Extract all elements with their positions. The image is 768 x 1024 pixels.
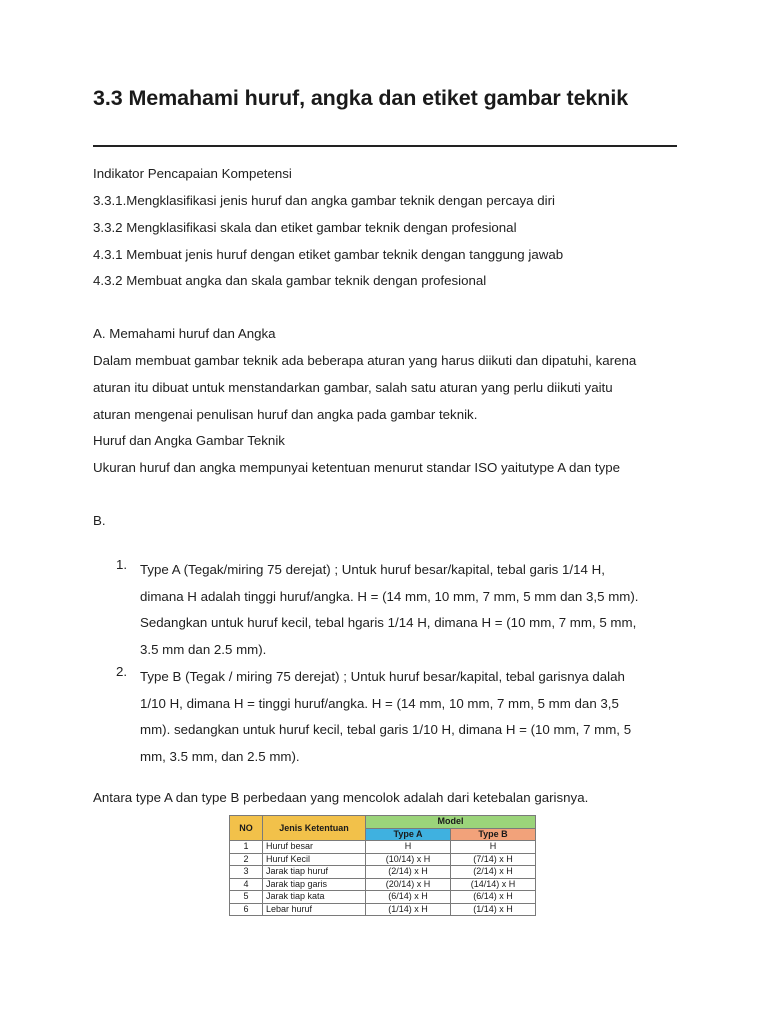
cell-type-b: (1/14) x H (451, 903, 536, 916)
list-item-body (140, 664, 676, 770)
header-no: NO (230, 816, 263, 841)
cell-type-a: (20/14) x H (366, 878, 451, 891)
cell-type-b: H (451, 841, 536, 854)
cell-type-b: (7/14) x H (451, 853, 536, 866)
cell-no: 3 (230, 866, 263, 879)
cell-jenis: Jarak tiap huruf (263, 866, 366, 879)
cell-jenis: Jarak tiap garis (263, 878, 366, 891)
cell-type-a: H (366, 841, 451, 854)
header-model: Model (366, 816, 536, 829)
cell-no: 1 (230, 841, 263, 854)
table-row (230, 866, 536, 879)
list-item-line: mm). sedangkan untuk huruf kecil, tebal garis 1/10 H, dimana H = (10 mm, 7 mm, 5 (140, 722, 632, 737)
section-b-conclusion: Antara type A dan type B perbedaan yang mencolok adalah dari ketebalan garisnya. (93, 790, 589, 805)
table-row (230, 853, 536, 866)
header-type-b: Type B (451, 828, 536, 841)
section-a-paragraph-line: aturan mengenai penulisan huruf dan angka pada gambar teknik. (93, 407, 478, 422)
cell-no: 2 (230, 853, 263, 866)
cell-jenis: Huruf besar (263, 841, 366, 854)
indikator-item: 4.3.2 Membuat angka dan skala gambar teknik dengan profesional (93, 273, 487, 288)
page-title: 3.3 Memahami huruf, angka dan etiket gambar teknik (93, 86, 629, 110)
indikator-item: 3.3.2 Mengklasifikasi skala dan etiket gambar teknik dengan profesional (93, 220, 517, 235)
cell-type-a: (6/14) x H (366, 891, 451, 904)
list-item-line: Type A (Tegak/miring 75 derejat) ; Untuk huruf besar/kapital, tebal garis 1/14 H, (140, 562, 605, 577)
table-row (230, 903, 536, 916)
list-item-number: 2. (116, 664, 128, 679)
list-item-number: 1. (116, 557, 128, 572)
list-item-line: mm, 3.5 mm, dan 2.5 mm). (140, 748, 300, 764)
cell-no: 5 (230, 891, 263, 904)
section-a-intro: Ukuran huruf dan angka mempunyai ketentuan menurut standar ISO yaitutype A dan type (93, 460, 621, 475)
list-item-line: Sedangkan untuk huruf kecil, tebal hgaris 1/14 H, dimana H = (10 mm, 7 mm, 5 mm, (140, 615, 637, 630)
list-item-line: 1/10 H, dimana H = tinggi huruf/angka. H = (14 mm, 10 mm, 7 mm, 5 mm dan 3,5 (140, 695, 619, 711)
table-row (230, 891, 536, 904)
header-type-a: Type A (366, 828, 451, 841)
table-row (230, 841, 536, 854)
cell-jenis: Lebar huruf (263, 903, 366, 916)
cell-no: 6 (230, 903, 263, 916)
section-a-paragraph-line: Dalam membuat gambar teknik ada beberapa aturan yang harus diikuti dan dipatuhi, karena (93, 353, 637, 368)
section-b-heading: B. (93, 513, 106, 528)
table-row (230, 878, 536, 891)
cell-jenis: Jarak tiap kata (263, 891, 366, 904)
cell-type-a: (2/14) x H (366, 866, 451, 879)
header-jenis-ketentuan: Jenis Ketentuan (263, 816, 366, 841)
title-divider (93, 145, 677, 147)
cell-type-b: (6/14) x H (451, 891, 536, 904)
type-comparison-table (229, 815, 536, 916)
section-a-subheading: Huruf dan Angka Gambar Teknik (93, 433, 285, 448)
indikator-item: 3.3.1.Mengklasifikasi jenis huruf dan angka gambar teknik dengan percaya diri (93, 193, 555, 208)
indikator-heading: Indikator Pencapaian Kompetensi (93, 166, 292, 181)
list-item-line: 3.5 mm dan 2.5 mm). (140, 641, 267, 657)
list-item-line: Type B (Tegak / miring 75 derejat) ; Untuk huruf besar/kapital, tebal garisnya dalah (140, 669, 625, 684)
cell-type-b: (2/14) x H (451, 866, 536, 879)
section-a-paragraph-line: aturan itu dibuat untuk menstandarkan gambar, salah satu aturan yang perlu diikuti yaitu (93, 380, 613, 395)
cell-type-a: (1/14) x H (366, 903, 451, 916)
cell-no: 4 (230, 878, 263, 891)
section-a-heading: A. Memahami huruf dan Angka (93, 326, 276, 341)
table-header-row (230, 816, 536, 829)
list-item-line: dimana H adalah tinggi huruf/angka. H = (14 mm, 10 mm, 7 mm, 5 mm dan 3,5 mm). (140, 588, 639, 604)
indikator-item: 4.3.1 Membuat jenis huruf dengan etiket gambar teknik dengan tanggung jawab (93, 247, 564, 262)
list-item-body (140, 557, 676, 663)
cell-jenis: Huruf Kecil (263, 853, 366, 866)
cell-type-a: (10/14) x H (366, 853, 451, 866)
cell-type-b: (14/14) x H (451, 878, 536, 891)
